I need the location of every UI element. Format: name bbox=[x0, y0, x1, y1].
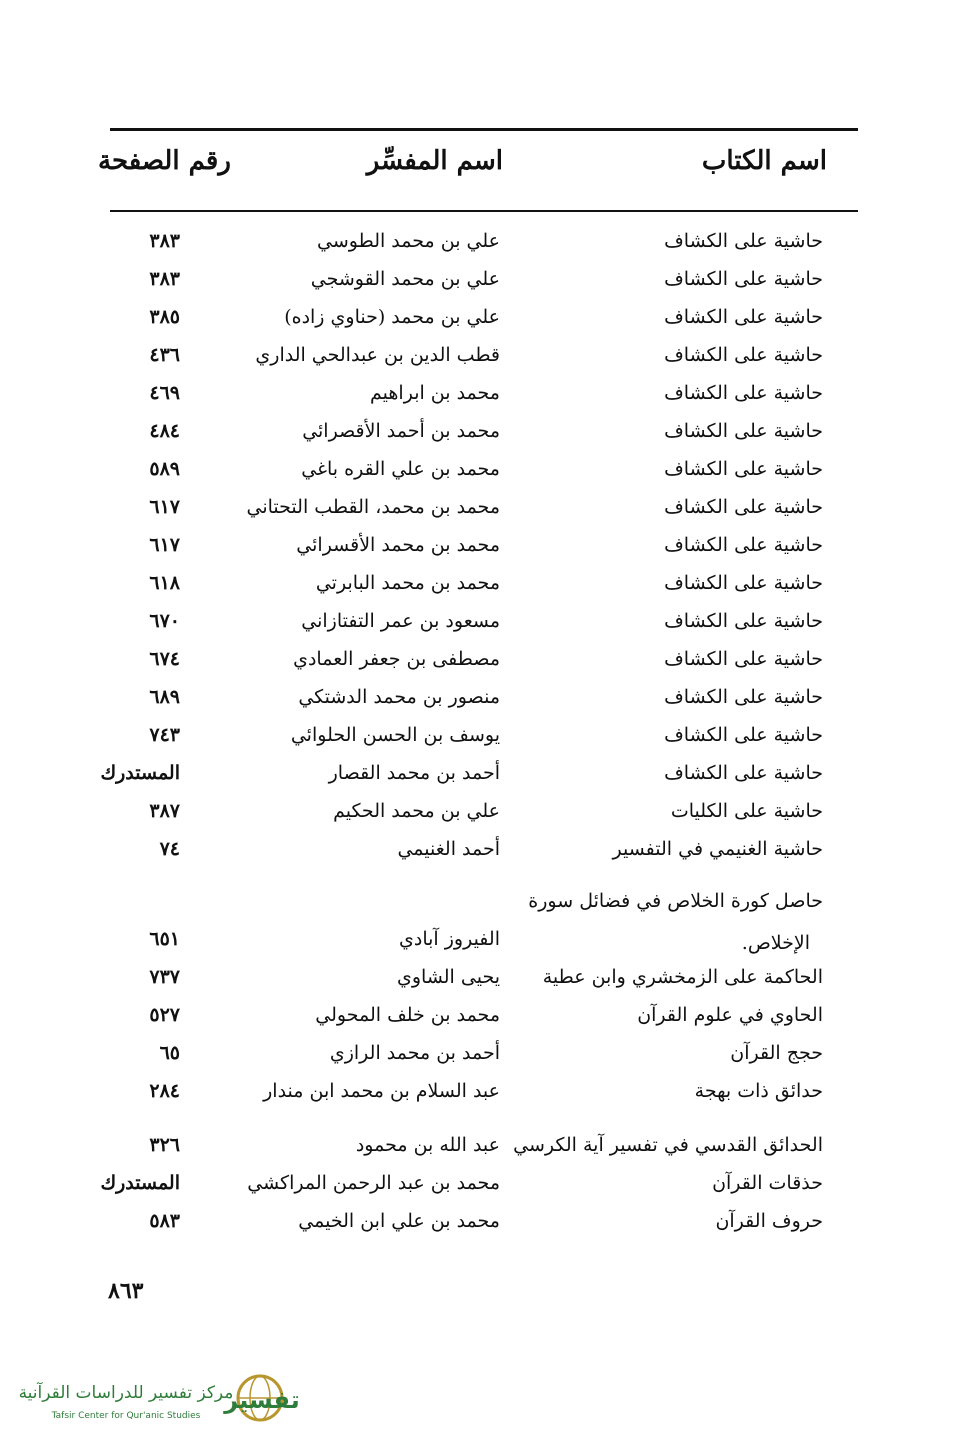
page-ref: ٥٨٣ bbox=[149, 1210, 180, 1232]
page-ref: ٦٥ bbox=[159, 1042, 180, 1064]
book-title: حاشية على الكشاف bbox=[664, 382, 823, 404]
book-title: حاشية على الكشاف bbox=[664, 420, 823, 442]
table-row bbox=[0, 1134, 975, 1172]
page-ref: ٣٢٦ bbox=[149, 1134, 180, 1156]
book-title: حاشية على الكشاف bbox=[664, 610, 823, 632]
book-title: حاشية الغنيمي في التفسير bbox=[612, 838, 823, 860]
author-name: عبد الله بن محمود bbox=[355, 1134, 500, 1156]
page-ref: ٥٢٧ bbox=[149, 1004, 180, 1026]
book-title: حاشية على الكشاف bbox=[664, 496, 823, 518]
author-name: محمد بن علي القره باغي bbox=[301, 458, 500, 480]
book-title: حاشية على الكشاف bbox=[664, 534, 823, 556]
table-row bbox=[0, 800, 975, 838]
book-title: حاشية على الكشاف bbox=[664, 268, 823, 290]
page-ref: ٣٨٣ bbox=[149, 230, 180, 252]
book-title: حاشية على الكشاف bbox=[664, 458, 823, 480]
book-title: الحاكمة على الزمخشري وابن عطية bbox=[542, 966, 823, 988]
table-row bbox=[0, 1004, 975, 1042]
header-author-name: اسم المفسِّر bbox=[366, 146, 503, 176]
table-row bbox=[0, 496, 975, 534]
table-row bbox=[0, 420, 975, 458]
page-ref: ٤٣٦ bbox=[149, 344, 180, 366]
table-row bbox=[0, 268, 975, 306]
book-title: حاشية على الكليات bbox=[670, 800, 823, 822]
table-row bbox=[0, 762, 975, 800]
page-ref: ٧٤ bbox=[159, 838, 180, 860]
book-title: الحاوي في علوم القرآن bbox=[637, 1004, 823, 1026]
logo-mark: تفسير bbox=[224, 1386, 300, 1414]
book-title: حاشية على الكشاف bbox=[664, 344, 823, 366]
table-row bbox=[0, 1080, 975, 1118]
page-ref: ٦٧٠ bbox=[149, 610, 180, 632]
table-row bbox=[0, 648, 975, 686]
table-row bbox=[0, 230, 975, 268]
page-ref: ٥٨٩ bbox=[149, 458, 180, 480]
table-row bbox=[0, 306, 975, 344]
author-name: يحيى الشاوي bbox=[396, 966, 500, 988]
author-name: محمد بن أحمد الأقصرائي bbox=[302, 420, 500, 442]
table-row bbox=[0, 534, 975, 572]
author-name: محمد بن ابراهيم bbox=[370, 382, 500, 404]
author-name: محمد بن خلف المحولي bbox=[315, 1004, 500, 1026]
author-name: أحمد الغنيمي bbox=[397, 838, 500, 860]
book-title: حاشية على الكشاف bbox=[664, 306, 823, 328]
header-rule bbox=[110, 210, 858, 212]
table-row bbox=[0, 966, 975, 1004]
page-number: ٨٦٣ bbox=[108, 1278, 144, 1304]
author-name: يوسف بن الحسن الحلوائي bbox=[290, 724, 500, 746]
author-name: علي بن محمد (حناوي زاده) bbox=[284, 306, 500, 328]
author-name: علي بن محمد الحكيم bbox=[333, 800, 500, 822]
author-name: محمد بن عبد الرحمن المراكشي bbox=[247, 1172, 500, 1194]
page-ref: ٦٨٩ bbox=[149, 686, 180, 708]
header-page-number: رقم الصفحة bbox=[98, 146, 231, 176]
page-ref: ٦١٨ bbox=[149, 572, 180, 594]
book-title: الحدائق القدسي في تفسير آية الكرسي bbox=[513, 1134, 823, 1156]
page-ref: ٦٧٤ bbox=[149, 648, 180, 670]
table-row bbox=[0, 1210, 975, 1248]
table-row bbox=[0, 928, 975, 966]
book-title: حذقات القرآن bbox=[712, 1172, 823, 1194]
author-name: محمد بن محمد، القطب التحتاني bbox=[246, 496, 500, 518]
author-name: أحمد بن محمد الرازي bbox=[329, 1042, 500, 1064]
author-name: عبد السلام بن محمد ابن مندار bbox=[263, 1080, 500, 1102]
table-row bbox=[0, 1172, 975, 1210]
table-row bbox=[0, 382, 975, 420]
table-row bbox=[0, 458, 975, 496]
top-rule bbox=[110, 128, 858, 131]
table-row bbox=[0, 686, 975, 724]
author-name: علي بن محمد القوشجي bbox=[310, 268, 500, 290]
author-name: علي بن محمد الطوسي bbox=[317, 230, 500, 252]
page-ref: ٧٤٣ bbox=[149, 724, 180, 746]
book-title: حدائق ذات بهجة bbox=[694, 1080, 823, 1102]
book-title: حاشية على الكشاف bbox=[664, 648, 823, 670]
author-name: مسعود بن عمر التفتازاني bbox=[301, 610, 500, 632]
table-row bbox=[0, 890, 975, 928]
page-ref: المستدرك bbox=[100, 762, 180, 784]
page-ref: ٣٨٥ bbox=[149, 306, 180, 328]
page-ref: ٦١٧ bbox=[149, 496, 180, 518]
table-row bbox=[0, 610, 975, 648]
book-title: حاشية على الكشاف bbox=[664, 686, 823, 708]
author-name: مصطفى بن جعفر العمادي bbox=[293, 648, 500, 670]
table-row bbox=[0, 572, 975, 610]
table-row bbox=[0, 838, 975, 876]
book-title: حروف القرآن bbox=[715, 1210, 823, 1232]
page-ref: ٦١٧ bbox=[149, 534, 180, 556]
page-ref: ٤٦٩ bbox=[149, 382, 180, 404]
author-name: محمد بن محمد البابرتي bbox=[315, 572, 500, 594]
author-name: محمد بن محمد الأقسرائي bbox=[296, 534, 500, 556]
header-book-name: اسم الكتاب bbox=[701, 146, 827, 176]
page-ref: ٦٥١ bbox=[149, 928, 180, 950]
table-row bbox=[0, 344, 975, 382]
author-name: أحمد بن محمد القصار bbox=[328, 762, 500, 784]
page-ref: المستدرك bbox=[100, 1172, 180, 1194]
book-title: حاشية على الكشاف bbox=[664, 572, 823, 594]
page-ref: ٣٨٣ bbox=[149, 268, 180, 290]
page-ref: ٢٨٤ bbox=[149, 1080, 180, 1102]
author-name: قطب الدين بن عبدالحي الداري bbox=[255, 344, 500, 366]
book-title: حجج القرآن bbox=[730, 1042, 823, 1064]
author-name: منصور بن محمد الدشتكي bbox=[298, 686, 500, 708]
book-title: حاشية على الكشاف bbox=[664, 762, 823, 784]
book-title: حاشية على الكشاف bbox=[664, 724, 823, 746]
book-title: حاصل كورة الخلاص في فضائل سورة bbox=[528, 890, 823, 912]
table-row bbox=[0, 724, 975, 762]
book-title: حاشية على الكشاف bbox=[664, 230, 823, 252]
table-row bbox=[0, 1042, 975, 1080]
page-ref: ٧٣٧ bbox=[149, 966, 180, 988]
author-name: الفيروز آبادي bbox=[399, 928, 500, 950]
book-title-continuation: الإخلاص. bbox=[741, 932, 810, 954]
page-ref: ٣٨٧ bbox=[149, 800, 180, 822]
logo-arabic: مركز تفسير للدراسات القرآنية bbox=[18, 1383, 234, 1403]
tafsir-center-logo bbox=[16, 1372, 300, 1428]
author-name: محمد بن علي ابن الخيمي bbox=[298, 1210, 500, 1232]
page-ref: ٤٨٤ bbox=[149, 420, 180, 442]
logo-english: Tafsir Center for Qur'anic Studies bbox=[51, 1411, 201, 1421]
